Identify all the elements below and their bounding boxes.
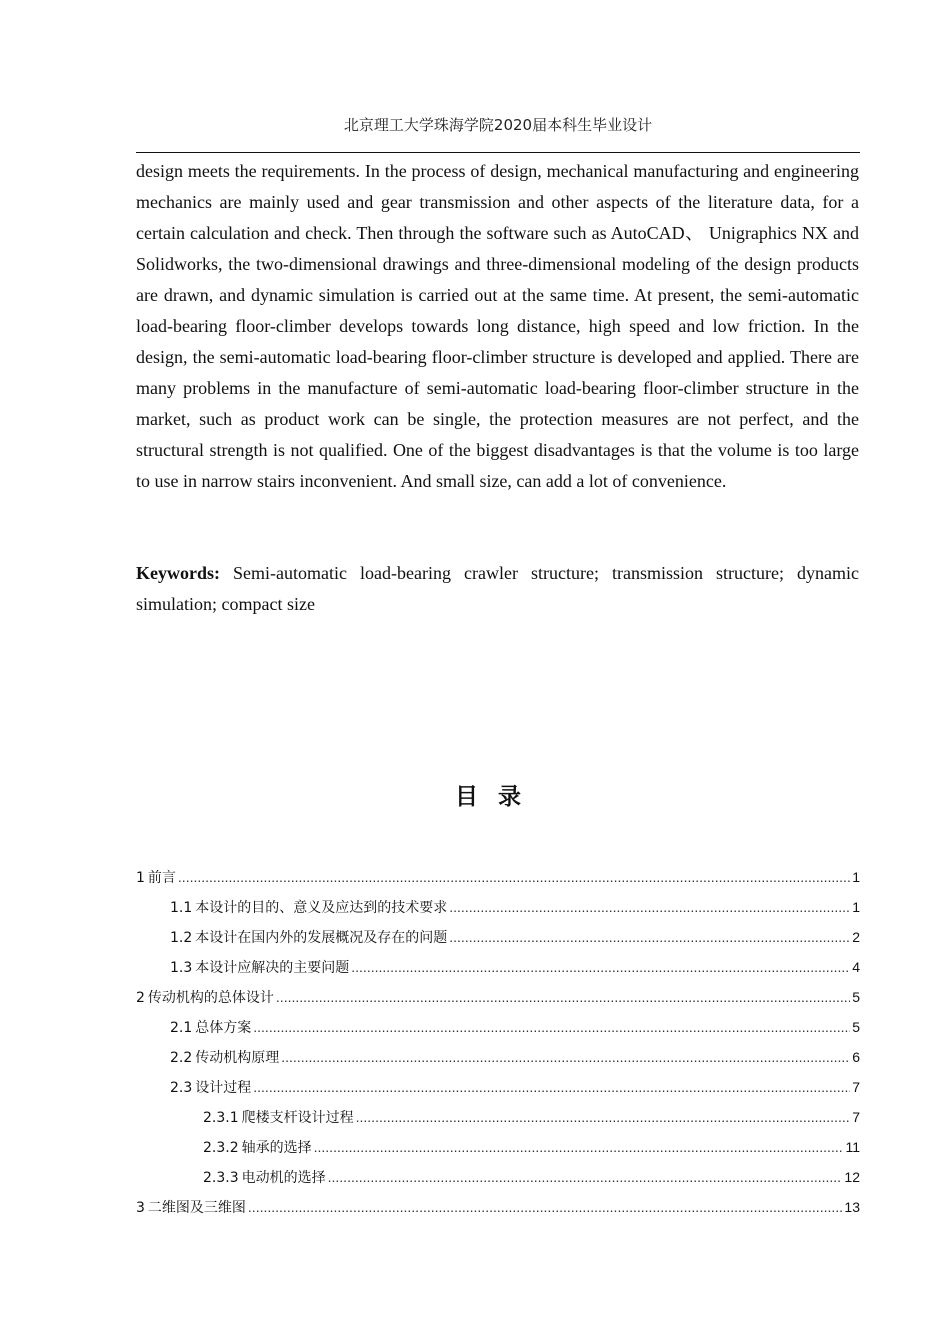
toc-entry-page: 6 xyxy=(852,1049,860,1065)
toc-dot-leader xyxy=(356,1109,851,1125)
keywords-label: Keywords: xyxy=(136,563,220,583)
toc-entry-page: 7 xyxy=(852,1079,860,1095)
toc-entry[interactable] xyxy=(136,867,860,897)
toc-entry-number: 1.3 xyxy=(170,960,193,976)
toc-dot-leader xyxy=(328,1169,843,1185)
toc-entry-page: 2 xyxy=(852,929,860,945)
toc-dot-leader xyxy=(253,1019,850,1035)
toc-entry-number: 2.2 xyxy=(170,1050,193,1066)
toc-entry-label: 本设计在国内外的发展概况及存在的问题 xyxy=(195,930,448,946)
toc-dot-leader xyxy=(281,1049,850,1065)
toc-entry-label: 总体方案 xyxy=(195,1020,252,1036)
toc-entry-label: 传动机构原理 xyxy=(195,1050,280,1066)
toc-entry-page: 1 xyxy=(852,899,860,915)
toc-entry[interactable] xyxy=(136,1077,860,1107)
keywords-paragraph xyxy=(136,558,859,620)
toc-entry-label: 二维图及三维图 xyxy=(147,1200,246,1216)
toc-entry-page: 7 xyxy=(852,1109,860,1125)
toc-entry-label: 本设计应解决的主要问题 xyxy=(195,960,350,976)
toc-entry-label: 传动机构的总体设计 xyxy=(147,990,274,1006)
toc-dot-leader xyxy=(314,1139,844,1155)
toc-entry-number: 1 xyxy=(136,870,145,886)
toc-entry-number: 2.3.2 xyxy=(203,1140,239,1156)
toc-entry-label: 电动机的选择 xyxy=(241,1170,326,1186)
keywords-text: Semi-automatic load-bearing crawler structure; transmission structure; dynamic simulation; compact size xyxy=(136,563,859,614)
toc-entry[interactable] xyxy=(136,987,860,1017)
toc-entry-number: 2.3 xyxy=(170,1080,193,1096)
toc-entry-label: 前言 xyxy=(147,870,176,886)
toc-dot-leader xyxy=(253,1079,850,1095)
toc-entry[interactable] xyxy=(136,1137,860,1167)
toc-entry-label: 轴承的选择 xyxy=(241,1140,312,1156)
toc-entry[interactable] xyxy=(136,1047,860,1077)
toc-title: 目录 xyxy=(455,783,541,810)
toc-entry-number: 1.2 xyxy=(170,930,193,946)
toc-dot-leader xyxy=(178,869,850,885)
toc-entry[interactable] xyxy=(136,1107,860,1137)
toc-dot-leader xyxy=(276,989,850,1005)
abstract-paragraph: design meets the requirements. In the process of design, mechanical manufacturing and engineering mechanics are mainly used and gear transmission and other aspects of the literature data, for a certain calculation and check. Then through the software such as AutoCAD、 Unigraphics NX and Solidworks, the two-dimensional drawings and three-dimensional modeling of the design products are drawn, and dynamic simulation is carried out at the same time. At present, the semi-automatic load-bearing floor-climber develops towards long distance, high speed and low friction. In the design, the semi-automatic load-bearing floor-climber structure is developed and applied. There are many problems in the manufacture of semi-automatic load-bearing floor-climber structure in the market, such as product work can be single, the protection measures are not perfect, and the structural strength is not qualified. One of the biggest disadvantages is that the volume is too large to use in narrow stairs inconvenient. And small size, can add a lot of convenience. xyxy=(136,161,859,491)
toc-entry-label: 本设计的目的、意义及应达到的技术要求 xyxy=(195,900,448,916)
toc-entry[interactable] xyxy=(136,1197,860,1227)
toc-entry-number: 1.1 xyxy=(170,900,193,916)
toc-entry-number: 2 xyxy=(136,990,145,1006)
toc-dot-leader xyxy=(449,929,850,945)
toc-entry[interactable] xyxy=(136,927,860,957)
toc-entry-number: 3 xyxy=(136,1200,145,1216)
toc-entry-number: 2.1 xyxy=(170,1020,193,1036)
toc-entry-label: 设计过程 xyxy=(195,1080,252,1096)
toc-entry-page: 12 xyxy=(844,1169,860,1185)
toc-entry[interactable] xyxy=(136,897,860,927)
page-header: 北京理工大学珠海学院2020届本科生毕业设计 xyxy=(343,116,653,134)
toc-dot-leader xyxy=(449,899,850,915)
toc-entry-number: 2.3.3 xyxy=(203,1170,239,1186)
toc-dot-leader xyxy=(351,959,850,975)
toc-entry-number: 2.3.1 xyxy=(203,1110,239,1126)
toc-entry-page: 5 xyxy=(852,989,860,1005)
toc-entry-page: 13 xyxy=(844,1199,860,1215)
toc-entry[interactable] xyxy=(136,1017,860,1047)
toc-entry[interactable] xyxy=(136,957,860,987)
toc-entry-label: 爬楼支杆设计过程 xyxy=(241,1110,354,1126)
table-of-contents xyxy=(136,867,860,1227)
toc-entry[interactable] xyxy=(136,1167,860,1197)
toc-entry-page: 1 xyxy=(852,869,860,885)
toc-entry-page: 5 xyxy=(852,1019,860,1035)
toc-dot-leader xyxy=(248,1199,843,1215)
toc-entry-page: 4 xyxy=(852,959,860,975)
toc-entry-page: 11 xyxy=(845,1139,860,1155)
header-divider xyxy=(136,152,860,153)
